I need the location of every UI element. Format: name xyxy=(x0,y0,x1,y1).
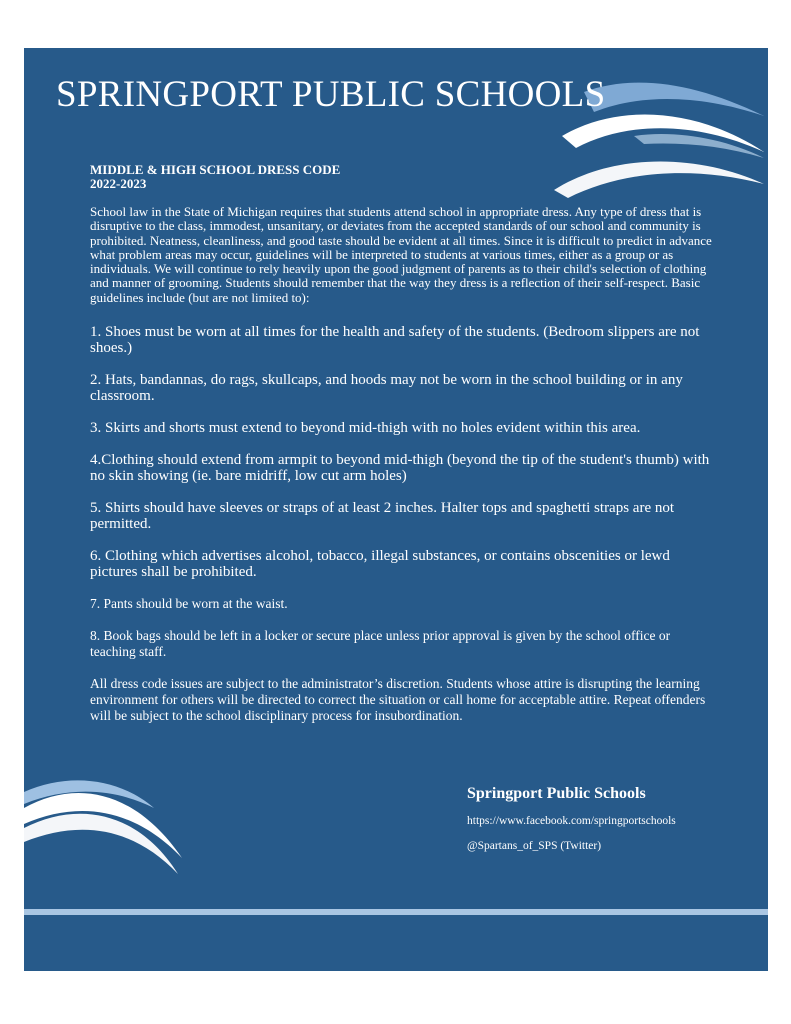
rule-item: 2. Hats, bandannas, do rags, skullcaps, and hoods may not be worn in the school building or in any classroom. xyxy=(90,372,683,405)
document-body xyxy=(90,163,712,724)
intro-paragraph: School law in the State of Michigan requires that students attend school in appropriate dress. Any type of dress that is disruptive to the class, immodest, unsanitary, or deviates from the accepted standards of our school and community is prohibited. Neatness, cleanliness, and good taste should be evident at all times. Since it is difficult to predict in advance what problem areas may occur, guidelines will be interpreted to students at various times, either as a group or as individuals. We will continue to rely heavily upon the good judgment of parents as to their child's selection of clothing and manner of grooming. Students should remember that the way they dress is a reflection of their self-respect. Basic guidelines include (but are not limited to): xyxy=(90,204,712,305)
rule-item: 3. Skirts and shorts must extend to beyond mid-thigh with no holes evident within this area. xyxy=(90,420,641,437)
rule-item: 6. Clothing which advertises alcohol, tobacco, illegal substances, or contains obscenities or lewd pictures shall be prohibited. xyxy=(90,548,670,581)
rules-list xyxy=(90,324,712,660)
heading-year: 2022-2023 xyxy=(90,176,147,191)
rule-item: 7. Pants should be worn at the waist. xyxy=(90,596,288,612)
rule-item: 1. Shoes must be worn at all times for the health and safety of the students. (Bedroom slippers are not shoes.) xyxy=(90,324,700,357)
contact-org-name: Springport Public Schools xyxy=(467,785,646,802)
contact-block xyxy=(467,785,676,852)
rule-item: 4.Clothing should extend from armpit to beyond mid-thigh (beyond the tip of the student's thumb) with no skin showing (ie. bare midriff, low cut arm holes) xyxy=(90,452,710,485)
wave-swoosh-bottom-left-icon xyxy=(24,768,194,878)
rule-item: 8. Book bags should be left in a locker or secure place unless prior approval is given by the school office or teaching staff. xyxy=(90,628,671,660)
closing-paragraph: All dress code issues are subject to the administrator’s discretion. Students whose attire is disrupting the learning environment for others will be directed to correct the situation or call home for acceptable attire. Repeat offenders will be subject to the school disciplinary process for insubordination. xyxy=(90,676,706,724)
page-title: SPRINGPORT PUBLIC SCHOOLS xyxy=(56,74,606,115)
facebook-link[interactable]: https://www.facebook.com/springportschools xyxy=(467,815,676,827)
dress-code-heading xyxy=(90,163,712,191)
flyer-panel xyxy=(24,48,768,971)
twitter-handle[interactable]: @Spartans_of_SPS (Twitter) xyxy=(467,840,602,852)
heading-text: MIDDLE & HIGH SCHOOL DRESS CODE xyxy=(90,162,341,177)
rule-item: 5. Shirts should have sleeves or straps of at least 2 inches. Halter tops and spaghetti straps are not permitted. xyxy=(90,500,675,533)
footer-stripe xyxy=(24,909,768,915)
